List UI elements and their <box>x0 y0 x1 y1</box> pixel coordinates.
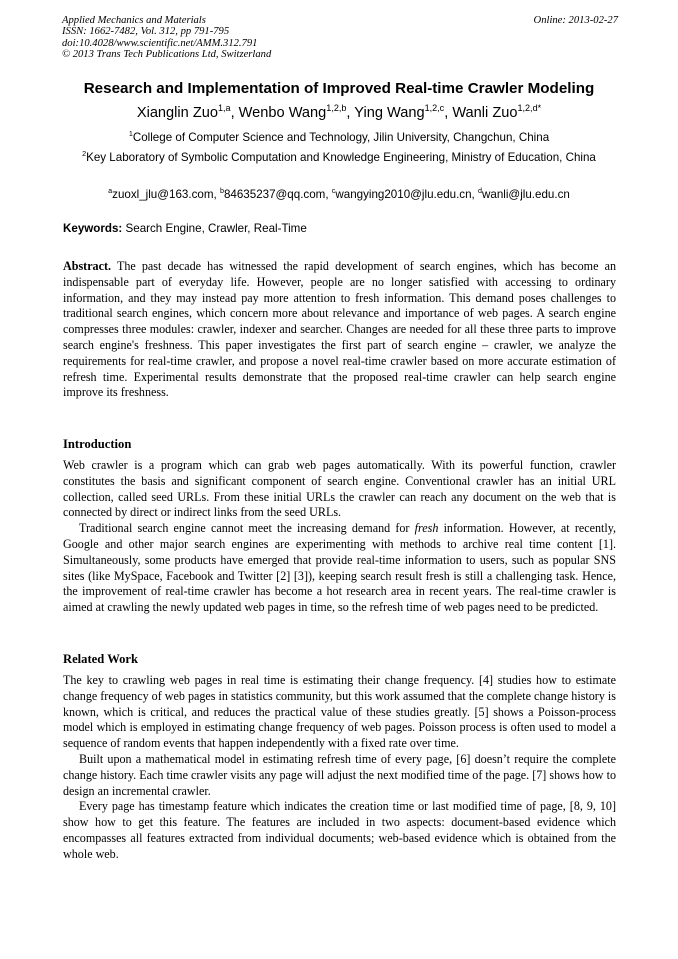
affiliation-text: College of Computer Science and Technology, Jilin University, Changchun, China <box>132 131 550 144</box>
issn-line: ISSN: 1662-7482, Vol. 312, pp 791-795 <box>62 26 230 38</box>
paragraph-text: Traditional search engine cannot meet the increasing demand for <box>79 521 415 536</box>
affiliation-mark: 2 <box>82 149 87 159</box>
journal-header <box>62 15 618 61</box>
author-name: Wenbo Wang <box>238 105 327 121</box>
email-mark: d <box>478 186 483 196</box>
doi-line: doi:10.4028/www.scientific.net/AMM.312.791 <box>62 37 258 49</box>
journal-name: Applied Mechanics and Materials <box>62 15 206 26</box>
paragraph-text: information. However, at recently, Google and other major search engines are experimenting with methods to archive real time content [1]. Simultaneously, some products have emerged that provide real-time information to users, such as popular SNS sites (like MySpace, Facebook and Twitter [2] [3]), keeping search result fresh is still a challenging task. Hence, the improvement of real-time crawler has become a hot research area in recent years. The real-time crawler is aimed at crawling the newly updated web pages in time, so the refresh time of web pages need to be predicted. <box>63 521 616 615</box>
affiliation-mark: 1 <box>128 129 133 139</box>
copyright-line: © 2013 Trans Tech Publications Ltd, Switzerland <box>62 49 272 61</box>
related-work-paragraph-1: The key to crawling web pages in real time is estimating their change frequency. [4] studies how to estimate change frequency of web pages in statistics community, but this work assumed that the complete change history is known, which is critical, and reduces the practical value of these studies greatly. [5] shows a Poisson-process model which is employed in estimating change frequency of web pages. Poisson process is often used to model a sequence of random events that happen independently with a fixed rate over time. <box>63 673 616 751</box>
author-affiliation-mark: 1,2,b <box>326 103 347 114</box>
keywords-line <box>63 222 619 236</box>
online-date: Online: 2013-02-27 <box>533 15 618 26</box>
related-work-paragraph-3: Every page has timestamp feature which indicates the creation time or last modified time of page, [8, 9, 10] show how to get this feature. The features are included in two aspects: document-based evidence which encompasses all features extracted from individual documents; web-based evidence which is obtained from the whole web. <box>63 799 616 861</box>
author-name: Wanli Zuo <box>452 105 518 121</box>
abstract-paragraph <box>63 259 616 401</box>
related-work-paragraph-2: Built upon a mathematical model in estimating refresh time of every page, [6] doesn’t require the complete change history. Each time crawler visits any page will adjust the next modified time of the page. [7] shows how to design an incremental crawler. <box>63 751 616 798</box>
introduction-paragraph-2 <box>63 521 616 616</box>
affiliation-1 <box>40 131 638 145</box>
author-affiliation-mark: 1,2,d* <box>517 103 542 114</box>
emphasis-word: fresh <box>414 521 439 536</box>
affiliation-2 <box>40 151 638 165</box>
email-mark: c <box>331 186 336 196</box>
email-mark: b <box>219 186 224 196</box>
email-address: wangying2010@jlu.edu.cn, <box>335 188 475 201</box>
author-name: Ying Wang <box>354 105 425 121</box>
abstract-text: The past decade has witnessed the rapid development of search engines, which has become an indispensable part of everyday life. However, people are no longer satisfied with accessing to ordinary information, and they may instead pay more attention to fresh information. This demand poses challenges to traditional search engines, which concern more about relevance and importance of web pages. A search engine compresses three modules: crawler, indexer and searcher. Changes are needed for all these three parts to improve search engine's freshness. This paper investigates the first part of search engine – crawler, we analyze the requirements for real-time crawler, and propose a novel real-time crawler based on more accurate estimation of refresh time. Experimental results demonstrate that the proposed real-time crawler can help search engine improve its freshness. <box>63 259 616 400</box>
author-list: Xianglin Zuo$^{1,a}$, Wenbo Wang$^{1,2,b}$, Ying Wang$^{1,2,c}$, Wanli Zuo$^{1,2,d*}$ <box>136 103 542 121</box>
introduction-paragraph-1: Web crawler is a program which can grab web pages automatically. With its powerful function, crawler constitutes the basis and significant component of search engine. Conventional crawler has an initial URL collection, called seed URLs. From these initial URLs the crawler can reach any document on the web that is connected by direct or indirect links from the seed URLs. <box>63 458 616 520</box>
author-affiliation-mark: 1,a <box>217 103 231 114</box>
email-list <box>40 188 638 202</box>
author-name: Xianglin Zuo <box>136 105 218 121</box>
affiliation-text: Key Laboratory of Symbolic Computation and Knowledge Engineering, Ministry of Education, China <box>86 151 596 164</box>
keywords-label: Keywords: <box>63 222 123 235</box>
email-address: zuoxl_jlu@163.com, <box>112 188 217 201</box>
paper-title: Research and Implementation of Improved Real-time Crawler Modeling <box>83 80 595 97</box>
related-work-section <box>63 652 616 863</box>
introduction-heading: Introduction <box>63 437 132 451</box>
introduction-section <box>63 437 616 616</box>
email-address: wanli@jlu.edu.cn <box>482 188 570 201</box>
related-work-heading: Related Work <box>63 652 138 666</box>
keywords-text: Search Engine, Crawler, Real-Time <box>125 222 307 235</box>
author-affiliation-mark: 1,2,c <box>424 103 445 114</box>
email-mark: a <box>108 186 113 196</box>
abstract-label: Abstract. <box>63 259 112 273</box>
email-address: 84635237@qq.com, <box>223 188 329 201</box>
